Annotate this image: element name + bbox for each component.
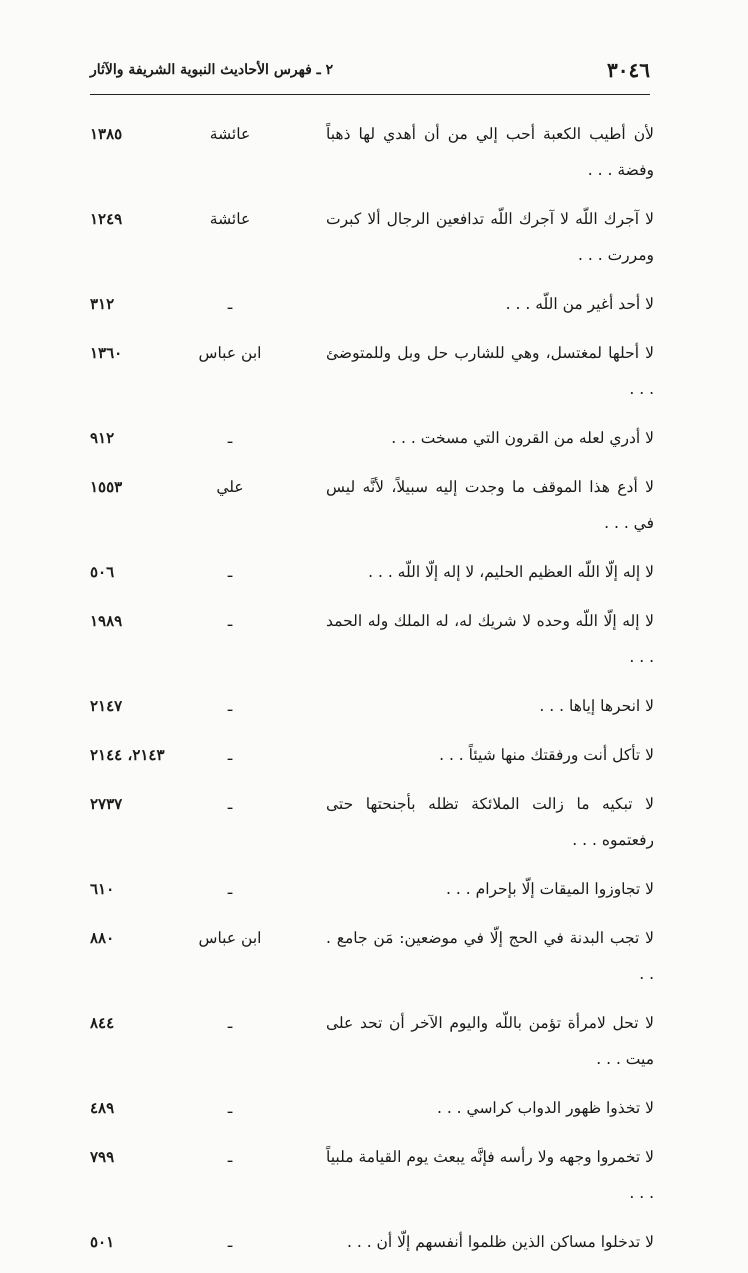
index-entry [90,920,654,992]
index-entry [90,871,654,907]
index-entry [90,420,654,456]
reference-number: ١٢٤٩ [90,210,123,228]
hadith-text: لأن أطيب الكعبة أحب إلي من أن أهدي لها ذهباً وفضة . . . [326,125,654,179]
hadith-text: لا أحلها لمغتسل، وهي للشارب حل وبل وللمتوضئ . . . [326,344,654,398]
hadith-text: لا تبكيه ما زالت الملائكة تظله بأجنحتها حتى رفعتموه . . . [326,795,654,849]
narrator: ـ [227,697,233,715]
hadith-index-list [90,116,654,1273]
index-entry [90,469,654,541]
reference-number: ٦١٠ [90,880,115,898]
narrator: ابن عباس [198,344,262,362]
narrator: عائشة [209,125,251,143]
reference-number: ٤٨٩ [90,1099,115,1117]
narrator: ـ [227,1014,233,1032]
hadith-text: لا أحد أغير من اللّه . . . [505,295,654,313]
reference-number: ٥٠١ [90,1233,115,1251]
index-entry [90,1139,654,1211]
page-header [90,58,650,95]
index-entry [90,1090,654,1126]
narrator: ـ [227,563,233,581]
index-entry [90,286,654,322]
hadith-text: لا تجاوزوا الميقات إلّا بإحرام . . . [446,880,654,898]
narrator: ابن عباس [198,929,262,947]
hadith-text: لا تحل لامرأة تؤمن باللّه واليوم الآخر أن تحد على ميت . . . [326,1014,654,1068]
narrator: ـ [227,612,233,630]
hadith-text: لا تخمروا وجهه ولا رأسه فإنَّه يبعث يوم القيامة ملبياً . . . [326,1148,654,1202]
hadith-text: لا آجرك اللّه لا آجرك اللّه تدافعين الرجال ألا كبرت ومررت . . . [326,210,654,264]
hadith-text: لا أدع هذا الموقف ما وجدت إليه سبيلاً، لأنَّه ليس في . . . [326,478,654,532]
narrator: عائشة [209,210,251,228]
index-entry [90,786,654,858]
index-entry [90,335,654,407]
reference-number: ٢١٤٧ [90,697,123,715]
index-entry [90,201,654,273]
reference-number: ١٥٥٣ [90,478,123,496]
hadith-text: لا إله إلّا اللّه وحده لا شريك له، له الملك وله الحمد . . . [326,612,654,666]
hadith-text: لا تأكل أنت ورفقتك منها شيئاً . . . [439,746,654,764]
narrator: علي [216,478,244,496]
hadith-text: لا انحرها إياها . . . [539,697,654,715]
reference-number: ١٣٨٥ [90,125,123,143]
hadith-text: لا إله إلّا اللّه العظيم الحليم، لا إله إلّا اللّه . . . [368,563,654,581]
index-entry [90,1224,654,1260]
page-number: ٣٠٤٦ [607,58,650,82]
reference-number: ٧٩٩ [90,1148,115,1166]
reference-number: ٥٠٦ [90,563,115,581]
index-entry [90,688,654,724]
index-entry [90,116,654,188]
index-entry [90,603,654,675]
narrator: ـ [227,746,233,764]
narrator: ـ [227,880,233,898]
narrator: ـ [227,795,233,813]
hadith-text: لا تدخلوا مساكن الذين ظلموا أنفسهم إلّا أن . . . [346,1233,654,1251]
reference-number: ٢١٤٣، ٢١٤٤ [90,746,165,764]
reference-number: ١٣٦٠ [90,344,123,362]
hadith-text: لا أدري لعله من القرون التي مسخت . . . [391,429,654,447]
index-entry [90,737,654,773]
hadith-text: لا تجب البدنة في الحج إلّا في موضعين: مَن جامع . . . [326,929,654,983]
index-entry [90,554,654,590]
reference-number: ١٩٨٩ [90,612,123,630]
reference-number: ٨٨٠ [90,929,115,947]
narrator: ـ [227,1148,233,1166]
reference-number: ٩١٢ [90,429,115,447]
narrator: ـ [227,429,233,447]
reference-number: ٨٤٤ [90,1014,115,1032]
reference-number: ٣١٢ [90,295,115,313]
hadith-text: لا تخذوا ظهور الدواب كراسي . . . [436,1099,654,1117]
narrator: ـ [227,295,233,313]
reference-number: ٢٧٣٧ [90,795,123,813]
narrator: ـ [227,1233,233,1251]
narrator: ـ [227,1099,233,1117]
running-title: ٢ ـ فهرس الأحاديث النبوية الشريفة والآثار [90,62,334,78]
index-entry [90,1005,654,1077]
